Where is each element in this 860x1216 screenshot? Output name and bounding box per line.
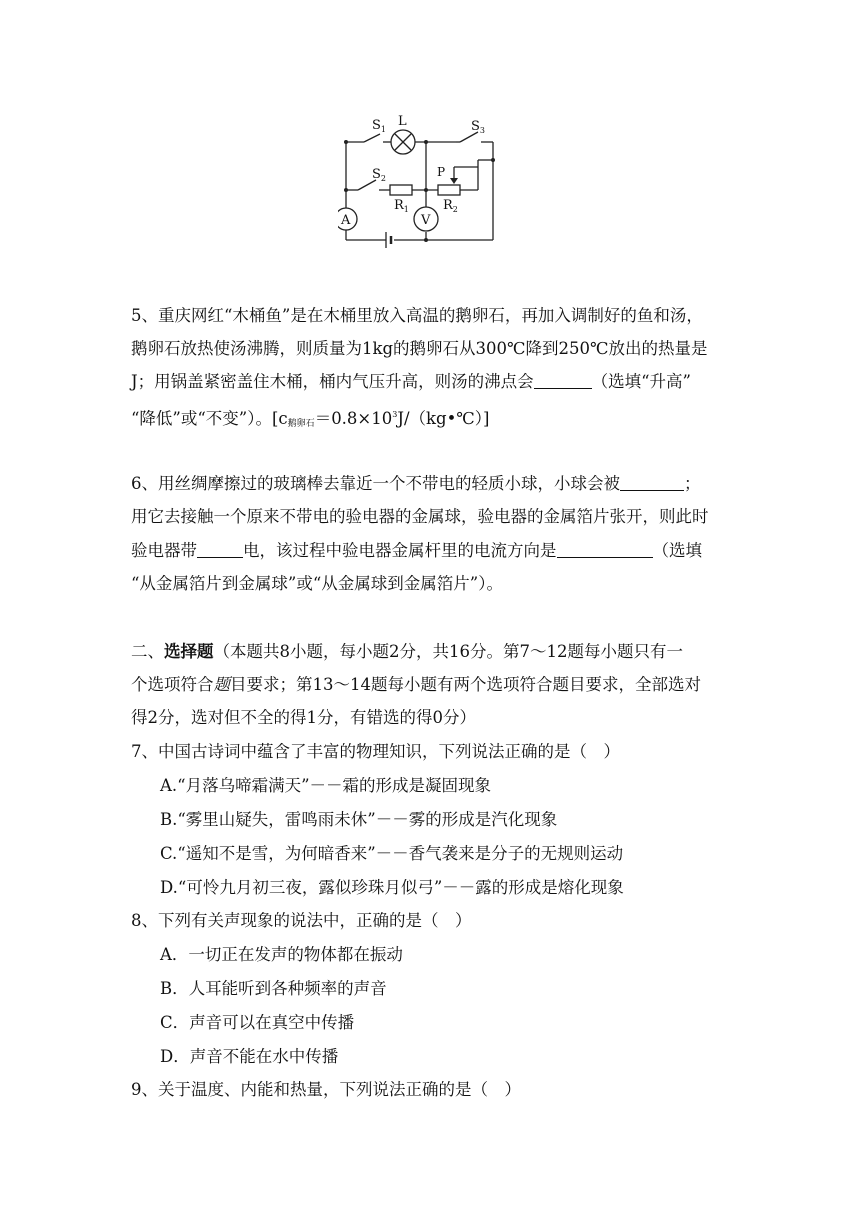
q6-line-3: 验电器带 电，该过程中验电器金属杆里的电流方向是 （选填 [131, 541, 702, 560]
r2-label: $R_2$ [443, 198, 458, 214]
q6-line-2: 用它去接触一个原来不带电的验电器的金属球，验电器的金属箔片张开，则此时 [131, 507, 709, 526]
q5-line-2: 鹅卵石放热使汤沸腾，则质量为1kg的鹅卵石从300℃降到250℃放出的热量是 [131, 339, 708, 358]
q5-line-1: 5、重庆网红“木桶鱼”是在木桶里放入高温的鹅卵石，再加入调制好的鱼和汤， [131, 306, 703, 325]
q8-option-c[interactable]: C．声音可以在真空中传播 [160, 1013, 355, 1032]
q6-blank-current[interactable] [557, 543, 653, 558]
q6-line-1: 6、用丝绸摩擦过的玻璃棒去靠近一个不带电的轻质小球，小球会被 ； [131, 474, 701, 493]
q6-blank-charge[interactable] [197, 543, 243, 558]
q5-blank-boiling[interactable] [534, 374, 592, 389]
q7-option-d[interactable]: D.“可怜九月初三夜，露似珍珠月似弓”－－露的形成是熔化现象 [160, 878, 624, 897]
section2-line-2: 个选项符合题目要求；第13～14题每小题有两个选项符合题目要求，全部选对 [131, 675, 701, 694]
q5-line-3: J；用锅盖紧密盖住木桶，桶内气压升高，则汤的沸点会 （选填“升高” [131, 372, 691, 391]
circuit-diagram [338, 112, 508, 252]
s3-label: $S_3$ [471, 119, 485, 135]
section2-heading: 二、选择题（本题共8小题，每小题2分，共16分。第7～12题每小题只有一 [131, 642, 683, 661]
q8-option-d[interactable]: D．声音不能在水中传播 [160, 1047, 339, 1066]
q7-option-c[interactable]: C.“遥知不是雪，为何暗香来”－－香气袭来是分子的无规则运动 [160, 844, 624, 863]
s1-label: $S_1$ [372, 118, 386, 134]
section2-line-3: 得2分，选对但不全的得1分，有错选的得0分） [131, 708, 476, 727]
q9-stem: 9、关于温度、内能和热量，下列说法正确的是（ ） [131, 1080, 521, 1099]
q6-line-4: “从金属箔片到金属球”或“从金属球到金属箔片”）。 [131, 574, 503, 593]
lamp-label: L [398, 114, 407, 129]
q7-stem: 7、中国古诗词中蕴含了丰富的物理知识，下列说法正确的是（ ） [131, 742, 620, 761]
q8-stem: 8、下列有关声现象的说法中，正确的是（ ） [131, 911, 472, 930]
q6-blank-attract[interactable] [620, 476, 684, 491]
s2-label: $S_2$ [372, 167, 386, 183]
ammeter-label: A [341, 213, 351, 228]
q5-line-4: “降低”或“不变”）。$[c_{鹅卵石}=0.8\times 10^3J/(kg•℃)]$ [131, 409, 490, 429]
q8-option-a[interactable]: A．一切正在发声的物体都在振动 [160, 945, 403, 964]
p-label: P [437, 165, 446, 179]
voltmeter-label: V [421, 213, 431, 228]
q7-option-a[interactable]: A.“月落乌啼霜满天”－－霜的形成是凝固现象 [160, 776, 492, 795]
r1-label: $R_1$ [394, 198, 409, 214]
q7-option-b[interactable]: B.“雾里山疑失，雷鸣雨未休”－－雾的形成是汽化现象 [160, 810, 558, 829]
q8-option-b[interactable]: B．人耳能听到各种频率的声音 [160, 979, 387, 998]
